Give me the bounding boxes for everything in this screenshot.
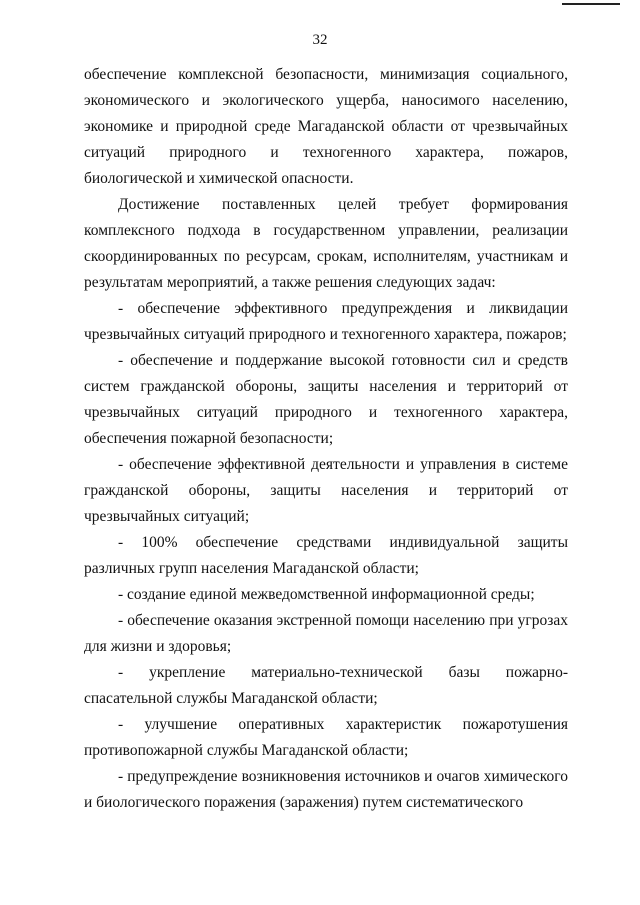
- task-item: - укрепление материально-технической базы пожарно-спасательной службы Магаданской области;: [84, 664, 568, 707]
- task-item: - создание единой межведомственной информационной среды;: [118, 586, 535, 603]
- paragraph-intro-continuation: обеспечение комплексной безопасности, минимизация социального, экономического и экологического ущерба, наносимого населению, экономике и природной среде Магаданской области от чрезвычайных ситуаций природного и техногенного характера, пожаров, биологической и химической опасности.: [84, 66, 568, 187]
- task-item: - обеспечение оказания экстренной помощи населению при угрозах для жизни и здоровья;: [84, 612, 568, 655]
- task-item: - улучшение оперативных характеристик пожаротушения противопожарной службы Магаданской области;: [84, 716, 568, 759]
- task-item: - обеспечение эффективной деятельности и управления в системе гражданской обороны, защиты населения и территорий от чрезвычайных ситуаций;: [84, 456, 568, 525]
- paragraph-tasks-intro: Достижение поставленных целей требует формирования комплексного подхода в государственном управлении, реализации скоординированных по ресурсам, срокам, исполнителям, участникам и результатам мероприятий, а также решения следующих задач:: [84, 196, 568, 291]
- task-item: - обеспечение эффективного предупреждения и ликвидации чрезвычайных ситуаций природного и техногенного характера, пожаров;: [84, 300, 568, 343]
- top-edge-mark: [562, 3, 620, 5]
- task-item: - 100% обеспечение средствами индивидуальной защиты различных групп населения Магаданской области;: [84, 534, 568, 577]
- task-item: - обеспечение и поддержание высокой готовности сил и средств систем гражданской обороны, защиты населения и территорий от чрезвычайных ситуаций природного и техногенного характера, обеспечения пожарной безопасности;: [84, 352, 568, 447]
- page-number: 32: [312, 32, 328, 48]
- task-item: - предупреждение возникновения источников и очагов химического и биологического поражения (заражения) путем систематического: [84, 768, 568, 811]
- document-body: [84, 62, 568, 816]
